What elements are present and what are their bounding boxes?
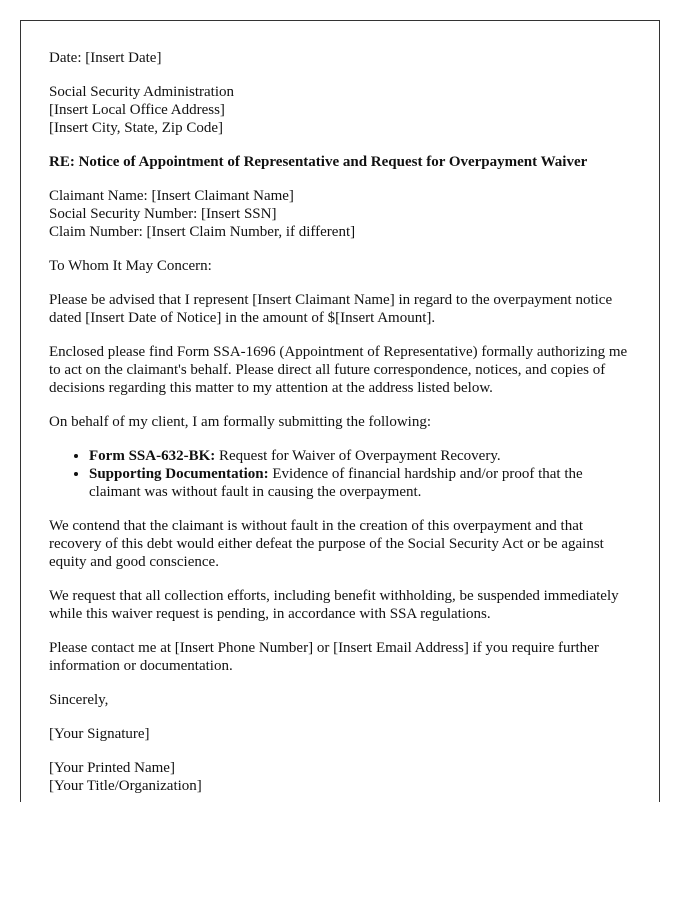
enclosure-item <box>89 447 631 465</box>
claimant-name: Claimant Name: [Insert Claimant Name] <box>49 188 294 204</box>
enclosure-label: Supporting Documentation: <box>89 466 269 482</box>
date-line: Date: [Insert Date] <box>49 50 162 66</box>
recipient-name: Social Security Administration <box>49 84 234 100</box>
enclosure-label: Form SSA-632-BK: <box>89 448 216 464</box>
paragraph-submitting: On behalf of my client, I am formally submitting the following: <box>49 414 432 430</box>
enclosure-list <box>49 447 631 501</box>
paragraph-contention: We contend that the claimant is without fault in the creation of this overpayment and that recovery of this debt would either defeat the purpose of the Social Security Act or be against equity and good conscience. <box>49 518 604 570</box>
paragraph-suspension-request: We request that all collection efforts, including benefit withholding, be suspended immediately while this waiver request is pending, in accordance with SSA regulations. <box>49 588 619 622</box>
letter-body <box>21 21 659 795</box>
enclosure-item <box>89 465 631 501</box>
signature: [Your Signature] <box>49 726 150 742</box>
subject-line: RE: Notice of Appointment of Representative and Request for Overpayment Waiver <box>49 154 588 170</box>
paragraph-representation: Please be advised that I represent [Insert Claimant Name] in regard to the overpayment notice dated [Insert Date of Notice] in the amount of $[Insert Amount]. <box>49 292 613 326</box>
claimant-info-block <box>49 187 631 241</box>
enclosure-text: Evidence of financial hardship and/or proof that the claimant was without fault in causing the overpayment. <box>89 466 583 500</box>
printed-name: [Your Printed Name] <box>49 760 175 776</box>
signer-block <box>49 759 631 795</box>
recipient-address: [Insert Local Office Address] <box>49 102 225 118</box>
letter-page <box>20 20 660 802</box>
claimant-ssn: Social Security Number: [Insert SSN] <box>49 206 277 222</box>
title-organization: [Your Title/Organization] <box>49 778 202 794</box>
paragraph-enclosed-form: Enclosed please find Form SSA-1696 (Appointment of Representative) formally authorizing me to act on the claimant's behalf. Please direct all future correspondence, notices, and copies of decisions regarding this matter to my attention at the address listed below. <box>49 344 628 396</box>
claim-number: Claim Number: [Insert Claim Number, if different] <box>49 224 356 240</box>
recipient-city-state-zip: [Insert City, State, Zip Code] <box>49 120 223 136</box>
salutation: To Whom It May Concern: <box>49 258 212 274</box>
recipient-block <box>49 83 631 137</box>
paragraph-contact: Please contact me at [Insert Phone Number] or [Insert Email Address] if you require further information or documentation. <box>49 640 599 674</box>
enclosure-text: Request for Waiver of Overpayment Recovery. <box>215 448 501 464</box>
sign-off: Sincerely, <box>49 692 109 708</box>
